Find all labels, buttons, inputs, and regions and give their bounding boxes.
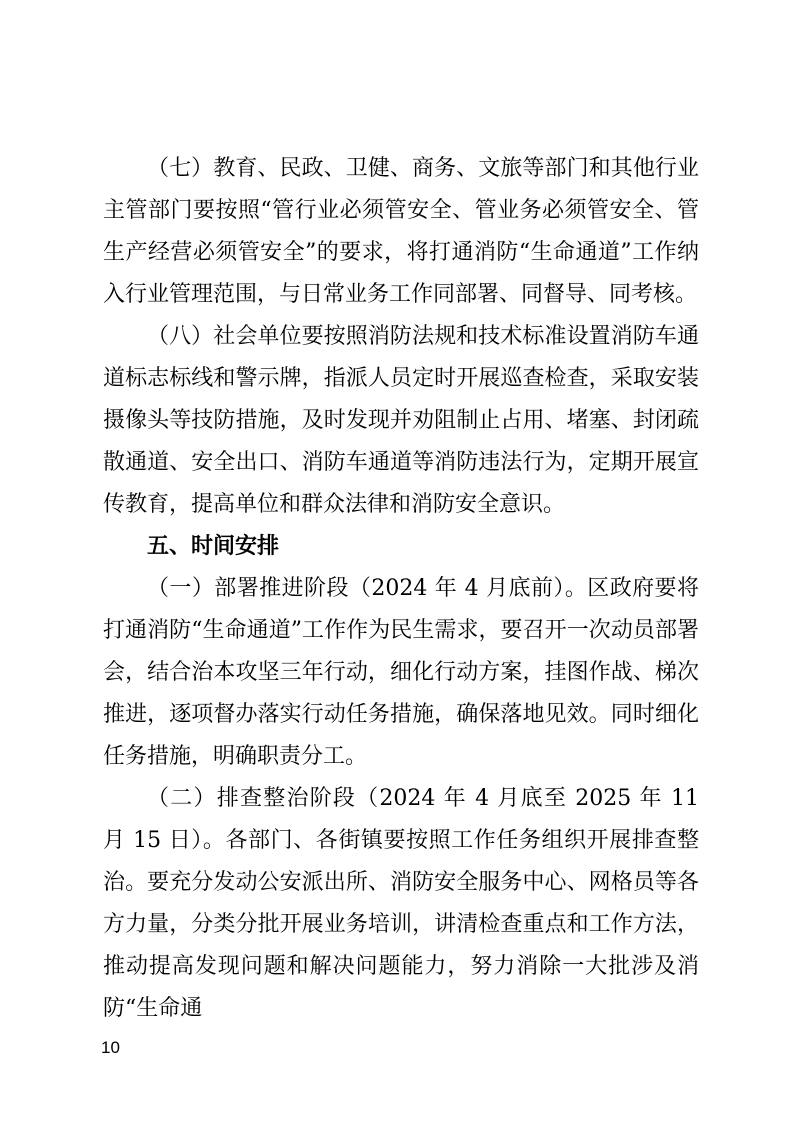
- paragraph-item-8: （八）社会单位要按照消防法规和技术标准设置消防车通道标志标线和警示牌，指派人员定时开展巡查检查，采取安装摄像头等技防措施，及时发现并劝阻制止占用、堵塞、封闭疏散通道、安全出口、消防车通道等消防违法行为，定期开展宣传教育，提高单位和群众法律和消防安全意识。: [103, 324, 699, 517]
- page-number: 10: [101, 1038, 120, 1057]
- paragraph-item-7: （七）教育、民政、卫健、商务、文旅等部门和其他行业主管部门要按照“管行业必须管安全、管业务必须管安全、管生产经营必须管安全”的要求，将打通消防“生命通道”工作纳入行业管理范围，与日常业务工作同部署、同督导、同考核。: [103, 156, 699, 307]
- paragraph-deploy-advance-stage: （一）部署推进阶段（2024 年 4 月底前）。区政府要将打通消防“生命通道”工作作为民生需求，要召开一次动员部署会，结合治本攻坚三年行动，细化行动方案，挂图作战、梯次推进，逐项督办落实行动任务措施，确保落地见效。同时细化任务措施，明确职责分工。: [103, 576, 699, 769]
- section-heading-time-arrangement: 五、时间安排: [147, 534, 280, 559]
- document-body: [103, 148, 699, 1030]
- paragraph-inspection-rectification-stage: （二）排查整治阶段（2024 年 4 月底至 2025 年 11 月 15 日）。各部门、各街镇要按照工作任务组织开展排查整治。要充分发动公安派出所、消防安全服务中心、网格员等各方力量，分类分批开展业务培训，讲清检查重点和工作方法，推动提高发现问题和解决问题能力，努力消除一大批涉及消防“生命通: [103, 786, 699, 1021]
